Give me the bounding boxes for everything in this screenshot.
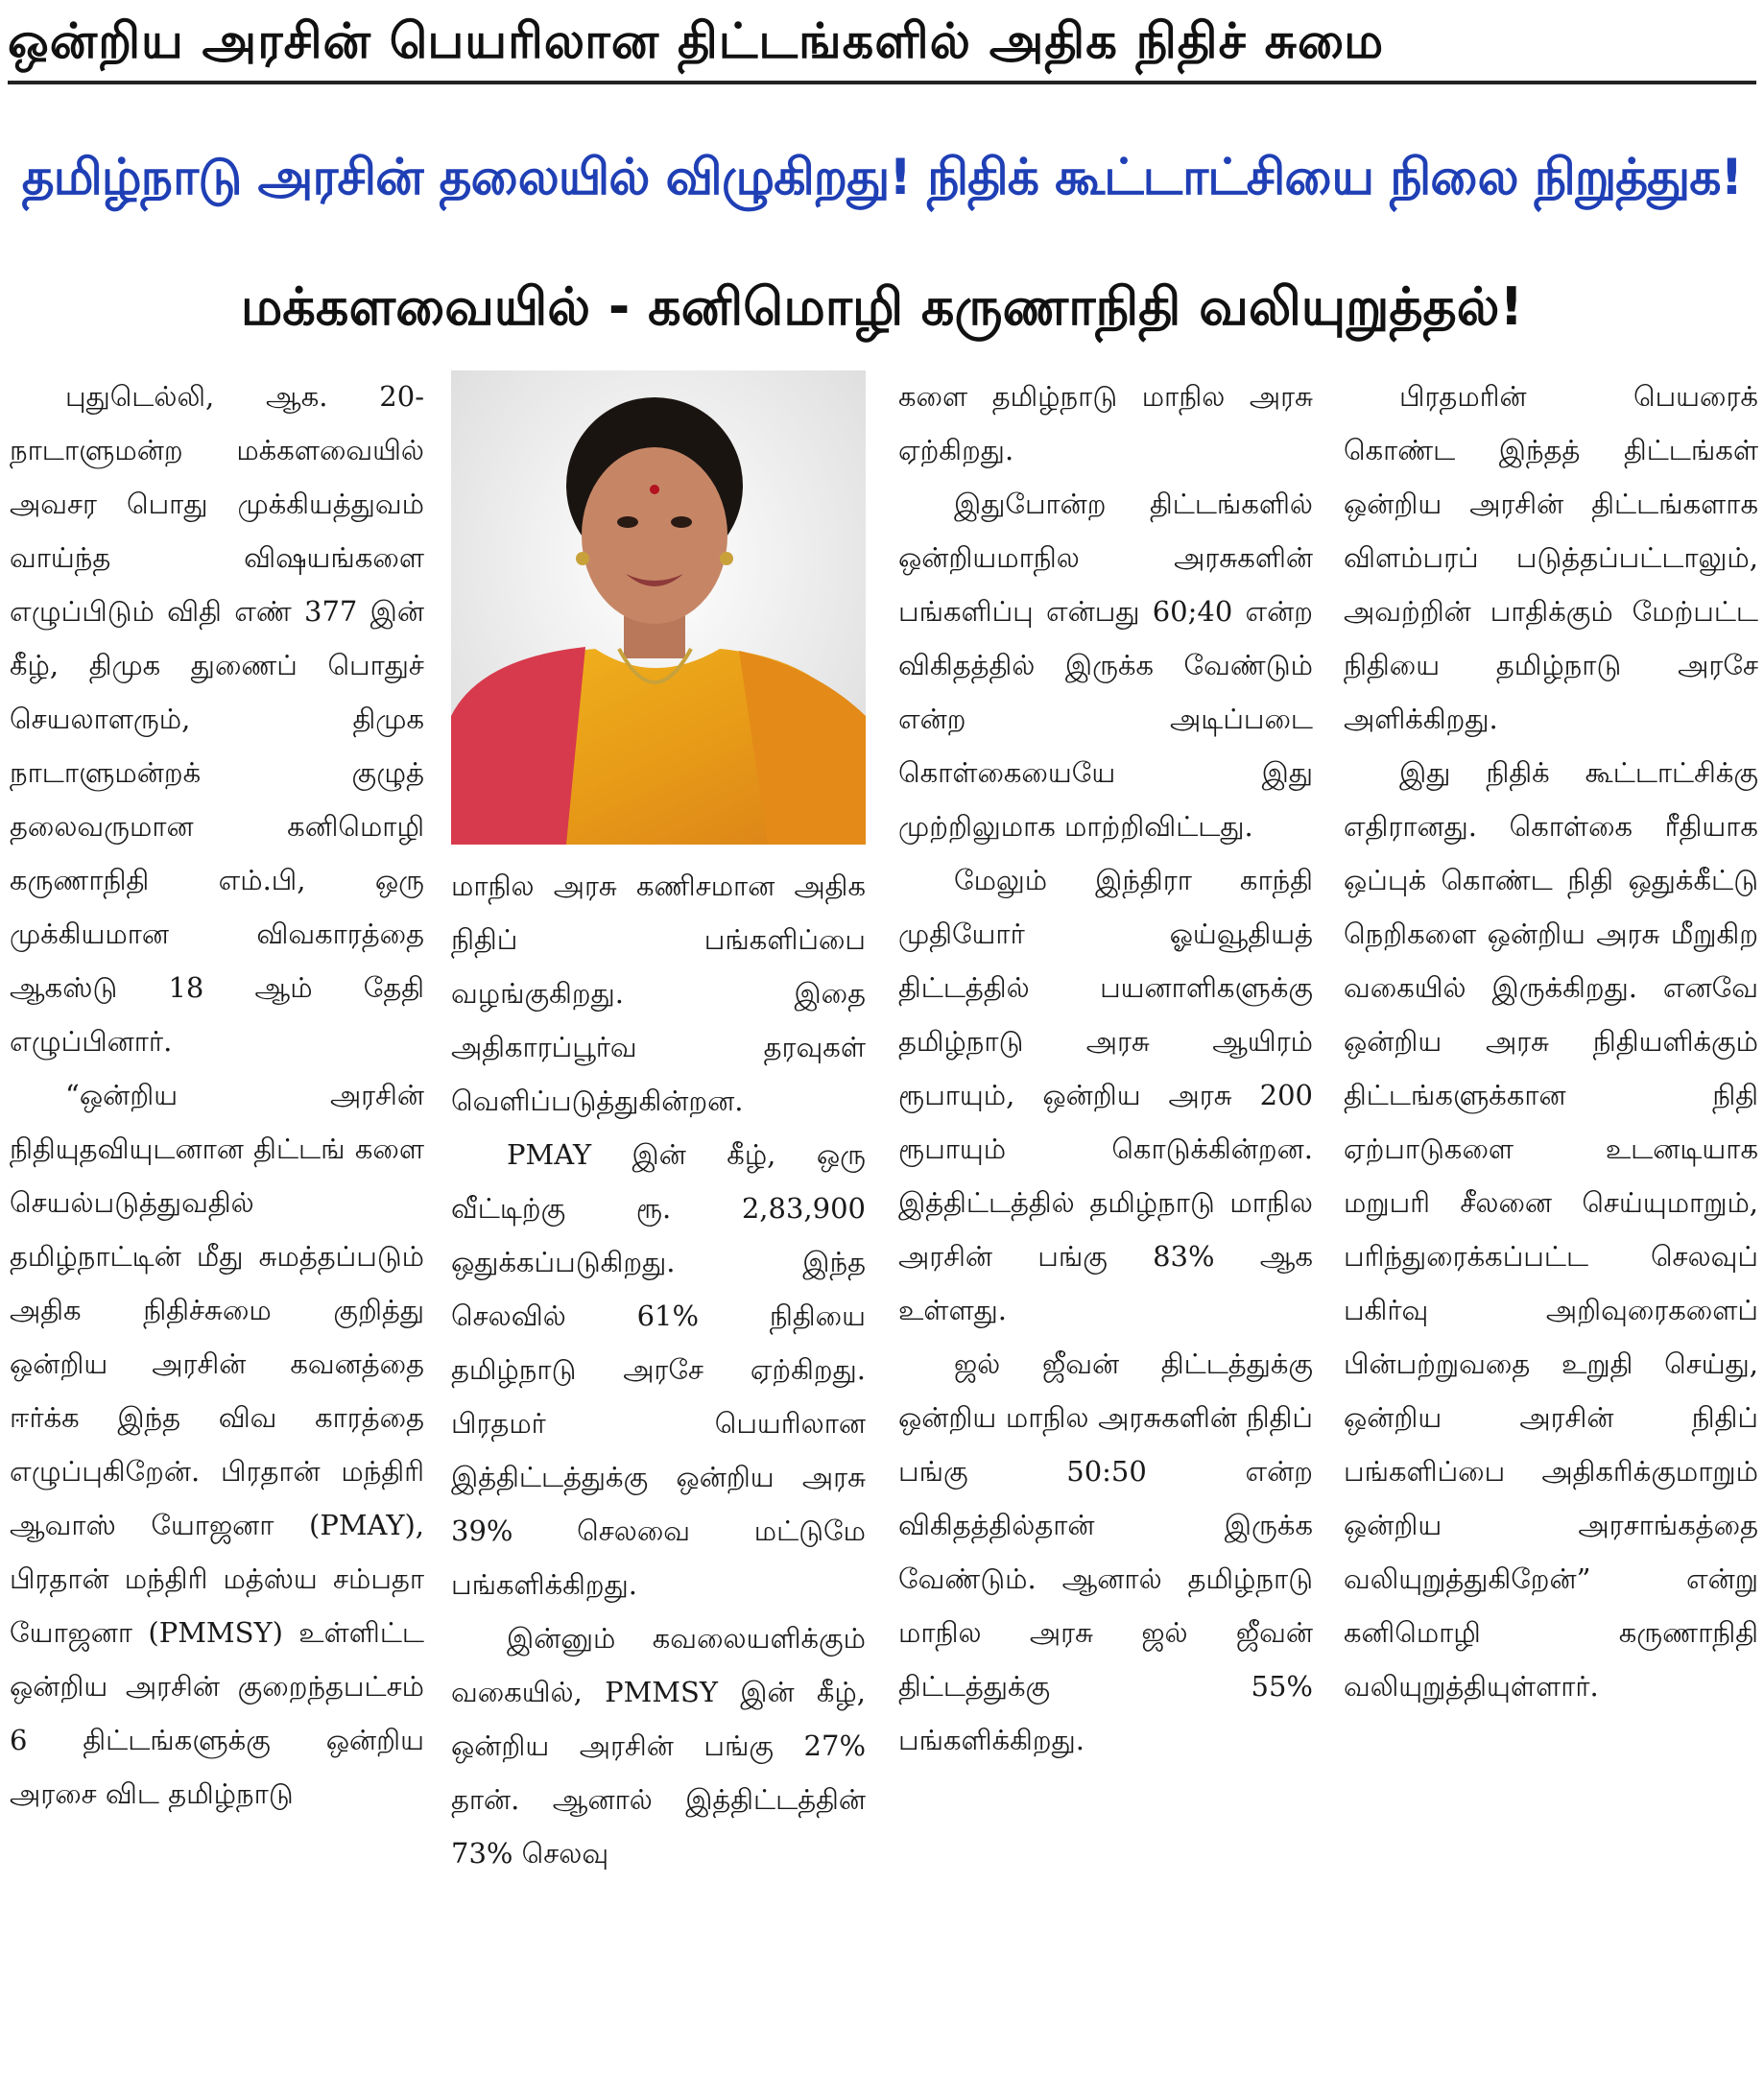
portrait-photo <box>451 370 866 845</box>
main-headline: தமிழ்நாடு அரசின் தலையில் விழுகிறது! நிதிக் கூட்டாட்சியை நிலை நிறுத்துக! <box>21 149 1743 206</box>
paragraph: மேலும் இந்திரா காந்தி முதியோர் ஓய்வூதியத் திட்டத்தில் பயனாளிகளுக்கு தமிழ்நாடு அரசு ஆயிரம் ரூபாயும், ஒன்றிய அரசு 200 ரூபாயும் கொடுக்கின்றன. இத்திட்டத்தில் தமிழ்நாடு மாநில அரசின் பங்கு 83% ஆக உள்ளது. <box>898 864 1313 1326</box>
paragraph: இன்னும் கவலையளிக்கும் வகையில், PMMSY இன் கீழ், ஒன்றிய அரசின் பங்கு 27% தான். ஆனால் இத்திட்டத்தின் 73% செலவு <box>451 1622 866 1870</box>
article-column-4 <box>1344 370 1758 1713</box>
paragraph: புதுடெல்லி, ஆக. 20- நாடாளுமன்ற மக்களவையில் அவசர பொது முக்கியத்துவம் வாய்ந்த விஷயங்களை எழுப்பிடும் விதி எண் 377 இன் கீழ், திமுக துணைப் பொதுச் செயலாளரும், திமுக நாடாளுமன்றக் குழுத் தலைவருமான கனிமொழி கருணாநிதி எம்.பி, ஒரு முக்கியமான விவகாரத்தை ஆகஸ்டு 18 ஆம் தேதி எழுப்பினார். <box>10 380 424 1058</box>
article-column-1 <box>10 370 424 1821</box>
sub-headline: மக்களவையில் - கனிமொழி கருணாநிதி வலியுறுத்தல்! <box>240 276 1524 337</box>
kicker-underline <box>8 81 1756 84</box>
paragraph: இது நிதிக் கூட்டாட்சிக்கு எதிரானது. கொள்கை ரீதியாக ஒப்புக் கொண்ட நிதி ஒதுக்கீட்டு நெறிகளை ஒன்றிய அரசு மீறுகிற வகையில் இருக்கிறது. எனவே ஒன்றிய அரசு நிதியளிக்கும் திட்டங்களுக்கான நிதி ஏற்பாடுகளை உடனடியாக மறுபரி சீலனை செய்யுமாறும், பரிந்துரைக்கப்பட்ட செலவுப் பகிர்வு அறிவுரைகளைப் பின்பற்றுவதை உறுதி செய்து, ஒன்றிய அரசின் நிதிப் பங்களிப்பை அதிகரிக்குமாறும் ஒன்றிய அரசாங்கத்தை வலியுறுத்துகிறேன்” என்று கனிமொழி கருணாநிதி வலியுறுத்தியுள்ளார். <box>1344 756 1758 1703</box>
paragraph: மாநில அரசு கணிசமான அதிக நிதிப் பங்களிப்பை வழங்குகிறது. இதை அதிகாரப்பூர்வ தரவுகள் வெளிப்படுத்துகின்றன. <box>451 870 866 1117</box>
article-column-3 <box>898 370 1313 1767</box>
article-column-2 <box>451 859 866 1880</box>
paragraph: இதுபோன்ற திட்டங்களில் ஒன்றியமாநில அரசுகளின் பங்களிப்பு என்பது 60;40 என்ற விகிதத்தில் இருக்க வேண்டும் என்ற அடிப்படை கொள்கையையே இது முற்றிலுமாக மாற்றிவிட்டது. <box>898 488 1313 843</box>
kicker-headline: ஒன்றிய அரசின் பெயரிலான திட்டங்களில் அதிக நிதிச் சுமை <box>8 13 1385 70</box>
paragraph: PMAY இன் கீழ், ஒரு வீட்டிற்கு ரூ. 2,83,900 ஒதுக்கப்படுகிறது. இந்த செலவில் 61% நிதியை தமிழ்நாடு அரசே ஏற்கிறது. பிரதமர் பெயரிலான இத்திட்டத்துக்கு ஒன்றிய அரசு 39% செலவை மட்டுமே பங்களிக்கிறது. <box>451 1138 866 1601</box>
paragraph: களை தமிழ்நாடு மாநில அரசு ஏற்கிறது. <box>898 380 1313 466</box>
paragraph: “ஒன்றிய அரசின் நிதியுதவியுடனான திட்டங் களை செயல்படுத்துவதில் தமிழ்நாட்டின் மீது சுமத்தப்படும் அதிக நிதிச்சுமை குறித்து ஒன்றிய அரசின் கவனத்தை ஈர்க்க இந்த விவ காரத்தை எழுப்புகிறேன். பிரதான் மந்திரி ஆவாஸ் யோஜனா (PMAY), பிரதான் மந்திரி மத்ஸ்ய சம்பதா யோஜனா (PMMSY) உள்ளிட்ட ஒன்றிய அரசின் குறைந்தபட்சம் 6 திட்டங்களுக்கு ஒன்றிய அரசை விட தமிழ்நாடு <box>10 1079 424 1810</box>
paragraph: பிரதமரின் பெயரைக் கொண்ட இந்தத் திட்டங்கள் ஒன்றிய அரசின் திட்டங்களாக விளம்பரப் படுத்தப்பட்டாலும், அவற்றின் பாதிக்கும் மேற்பட்ட நிதியை தமிழ்நாடு அரசே அளிக்கிறது. <box>1344 380 1758 735</box>
paragraph: ஜல் ஜீவன் திட்டத்துக்கு ஒன்றிய மாநில அரசுகளின் நிதிப் பங்கு 50:50 என்ற விகிதத்தில்தான் இருக்க வேண்டும். ஆனால் தமிழ்நாடு மாநில அரசு ஜல் ஜீவன் திட்டத்துக்கு 55% பங்களிக்கிறது. <box>898 1347 1313 1756</box>
portrait-illustration <box>451 370 866 845</box>
